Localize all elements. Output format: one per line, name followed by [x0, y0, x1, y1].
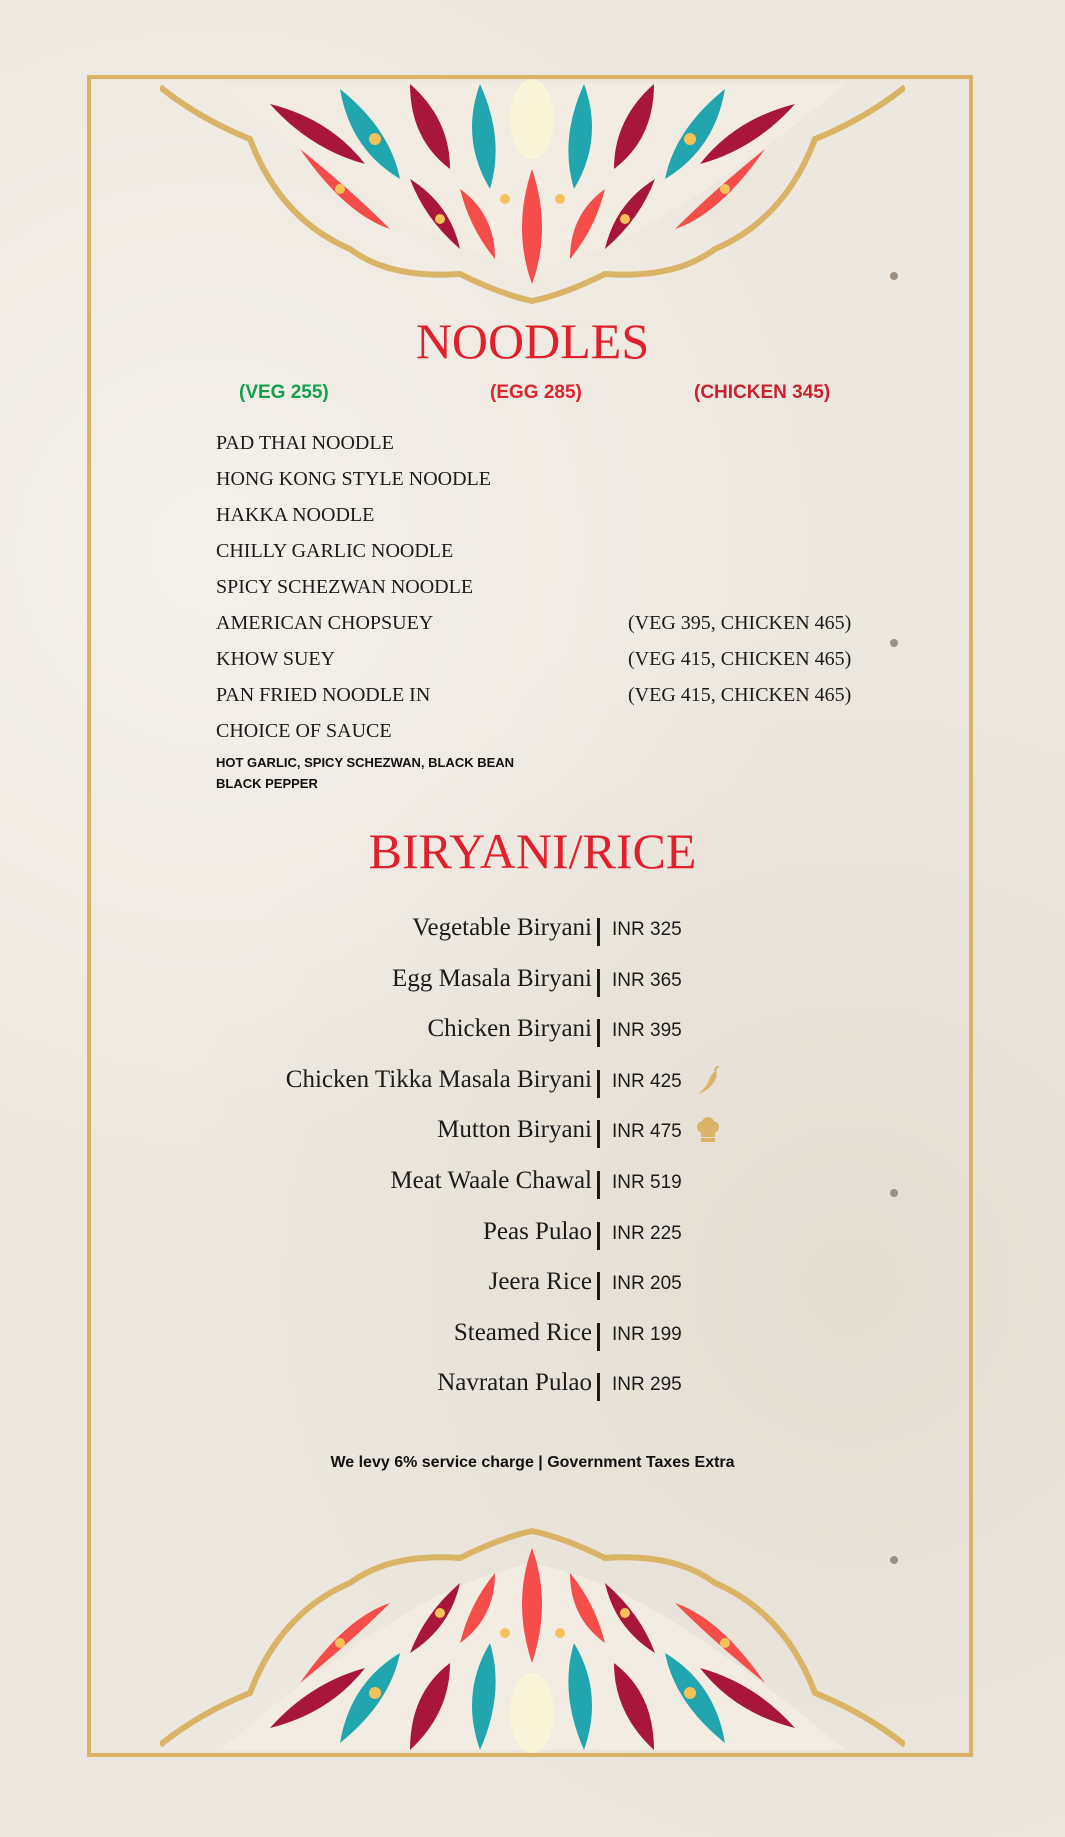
- separator-bar: [597, 1272, 600, 1300]
- mandala-top-decoration: [160, 79, 905, 304]
- noodle-name: AMERICAN CHOPSUEY: [216, 612, 434, 634]
- sauce-options-line: BLACK PEPPER: [216, 776, 318, 791]
- mandala-bottom-decoration: [160, 1528, 905, 1753]
- biryani-price: INR 225: [612, 1222, 682, 1244]
- noodle-item: [216, 428, 916, 464]
- separator-bar: [597, 1120, 600, 1148]
- biryani-name: Egg Masala Biryani: [392, 964, 592, 992]
- separator-bar: [597, 1070, 600, 1098]
- noodle-name: HAKKA NOODLE: [216, 504, 375, 526]
- biryani-price: INR 205: [612, 1273, 682, 1295]
- noodle-price: (VEG 395, CHICKEN 465): [628, 612, 852, 634]
- biryani-price: INR 325: [612, 919, 682, 940]
- biryani-item: [0, 1214, 1065, 1265]
- biryani-name: Chicken Tikka Masala Biryani: [285, 1065, 592, 1093]
- noodle-name: SPICY SCHEZWAN NOODLE: [216, 576, 474, 598]
- biryani-price: INR 475: [612, 1121, 682, 1143]
- biryani-item: [0, 1011, 1065, 1062]
- noodle-item: [216, 608, 916, 644]
- separator-bar: [597, 918, 600, 946]
- separator-bar: [597, 1019, 600, 1047]
- biryani-price: INR 365: [612, 969, 682, 991]
- biryani-item: [0, 1112, 1065, 1163]
- separator-bar: [597, 1222, 600, 1250]
- biryani-price: INR 199: [612, 1323, 682, 1345]
- separator-bar: [597, 969, 600, 997]
- noodle-price: (VEG 415, CHICKEN 465): [628, 684, 852, 706]
- noodle-name: PAN FRIED NOODLE IN: [216, 684, 431, 706]
- noodle-item: [216, 572, 916, 608]
- separator-bar: [597, 1171, 600, 1199]
- biryani-section-title: BIRYANI/RICE: [368, 823, 697, 879]
- egg-price-header: (EGG 285): [490, 382, 582, 403]
- noodle-item: [216, 464, 916, 500]
- separator-bar: [597, 1373, 600, 1401]
- biryani-name: Chicken Biryani: [427, 1015, 592, 1043]
- biryani-name: Vegetable Biryani: [412, 914, 592, 941]
- sauce-options: [216, 752, 514, 794]
- biryani-price: INR 395: [612, 1020, 682, 1042]
- noodle-item: [216, 500, 916, 536]
- noodle-name: PAD THAI NOODLE: [216, 432, 394, 454]
- biryani-item: [0, 1264, 1065, 1315]
- biryani-item: [0, 1062, 1065, 1113]
- biryani-name: Steamed Rice: [453, 1318, 592, 1346]
- biryani-item: [0, 1315, 1065, 1366]
- noodle-name: HONG KONG STYLE NOODLE: [216, 468, 491, 490]
- noodles-section-title: NOODLES: [415, 313, 650, 369]
- sauce-options-line: HOT GARLIC, SPICY SCHEZWAN, BLACK BEAN: [216, 755, 515, 770]
- biryani-item: [0, 961, 1065, 1012]
- noodle-name: KHOW SUEY: [216, 648, 336, 670]
- biryani-name: Mutton Biryani: [437, 1116, 592, 1144]
- veg-price-header: (VEG 255): [239, 382, 329, 403]
- noodle-item: [216, 644, 916, 680]
- biryani-name: Peas Pulao: [482, 1217, 592, 1245]
- biryani-item: [0, 910, 1065, 961]
- chili-icon: [694, 1066, 722, 1096]
- chicken-price-header: (CHICKEN 345): [694, 382, 831, 403]
- biryani-price: INR 295: [612, 1374, 682, 1396]
- separator-bar: [597, 1323, 600, 1351]
- biryani-item: [0, 1163, 1065, 1214]
- biryani-price: INR 425: [612, 1070, 682, 1092]
- service-charge-note: We levy 6% service charge | Government Taxes Extra: [330, 1454, 735, 1471]
- biryani-price: INR 519: [612, 1171, 682, 1193]
- biryani-name: Jeera Rice: [488, 1268, 592, 1296]
- biryani-item: [0, 1365, 1065, 1416]
- biryani-name: Meat Waale Chawal: [390, 1166, 592, 1194]
- noodle-item: [216, 536, 916, 572]
- biryani-name: Navratan Pulao: [437, 1369, 592, 1397]
- noodles-list: [216, 428, 916, 752]
- noodle-item: [216, 716, 916, 752]
- noodle-name: CHILLY GARLIC NOODLE: [216, 540, 454, 562]
- chef-hat-icon: [694, 1116, 722, 1146]
- paper-speck: [890, 272, 898, 280]
- biryani-list: [0, 910, 1065, 1416]
- noodle-item: [216, 680, 916, 716]
- noodle-price: (VEG 415, CHICKEN 465): [628, 648, 852, 670]
- noodle-name: CHOICE OF SAUCE: [216, 720, 392, 742]
